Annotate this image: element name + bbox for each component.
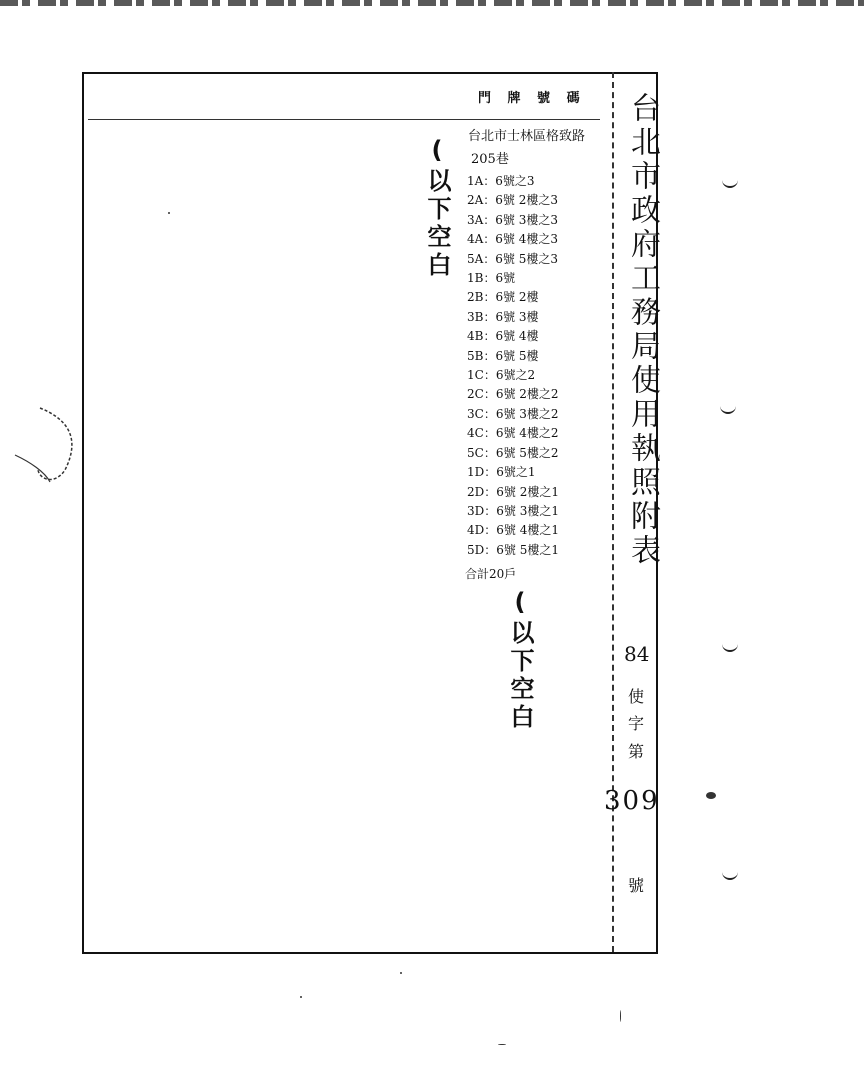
list-item: 5D：6號 5樓之1 [467, 542, 559, 557]
list-item: 1C：6號之2 [467, 368, 536, 383]
list-item: 3D：6號 3樓之1 [467, 503, 559, 518]
permit-char: 字 [628, 714, 645, 733]
punch-mark [706, 792, 716, 799]
blank-note-stamp: (以下空白 [506, 588, 534, 732]
title-column-divider [612, 72, 614, 952]
list-item: 3C：6號 3樓之2 [467, 406, 559, 421]
household-total: 合計20戶 [465, 567, 517, 581]
blank-note-stamp-left: (以下空白 [423, 136, 451, 280]
binding-mark [722, 872, 738, 880]
list-item: 4D：6號 4樓之1 [467, 523, 559, 538]
permit-char: 第 [628, 742, 645, 761]
permit-year: 84 [624, 642, 650, 666]
list-item: 3A：6號 3樓之3 [467, 212, 559, 227]
list-item: 2C：6號 2樓之2 [467, 387, 559, 402]
list-item: 1A：6號之3 [467, 174, 535, 188]
list-item: 4A：6號 4樓之3 [467, 232, 559, 247]
address-line-1: 台北市士林區格致路 [468, 129, 586, 144]
speck [620, 1010, 621, 1022]
list-item: 2B：6號 2樓 [467, 290, 539, 305]
binding-mark [722, 180, 738, 188]
unit-list [467, 172, 559, 560]
scan-edge-artifact [0, 0, 864, 6]
list-item: 1B：6號 [467, 271, 516, 286]
speck [498, 1044, 506, 1045]
list-item: 2A：6號 2樓之3 [467, 193, 559, 208]
column-header: 門 牌 號 碼 [478, 91, 586, 106]
permit-number: 309 [604, 786, 660, 816]
list-item: 5C：6號 5樓之2 [467, 445, 559, 460]
form-frame [82, 72, 658, 954]
permit-char: 使 [628, 687, 645, 706]
binding-mark [720, 406, 736, 414]
list-item: 5A：6號 5樓之3 [467, 251, 559, 266]
list-item: 4C：6號 4樓之2 [467, 426, 559, 441]
speck [400, 972, 402, 974]
staple-mark-icon [10, 400, 80, 490]
list-item: 1D：6號之1 [467, 465, 536, 480]
list-item: 3B：6號 3樓 [467, 309, 539, 324]
binding-mark [722, 644, 738, 652]
permit-suffix: 號 [628, 876, 645, 895]
list-item: 5B：6號 5樓 [467, 348, 539, 363]
speck [300, 996, 302, 998]
address-line-2: 205巷 [471, 152, 509, 167]
speck [168, 212, 170, 214]
list-item: 4B：6號 4樓 [467, 329, 539, 344]
header-rule [88, 119, 600, 120]
list-item: 2D：6號 2樓之1 [467, 484, 559, 499]
page-title: 台北市政府工務局使用執照附表 [625, 92, 660, 568]
